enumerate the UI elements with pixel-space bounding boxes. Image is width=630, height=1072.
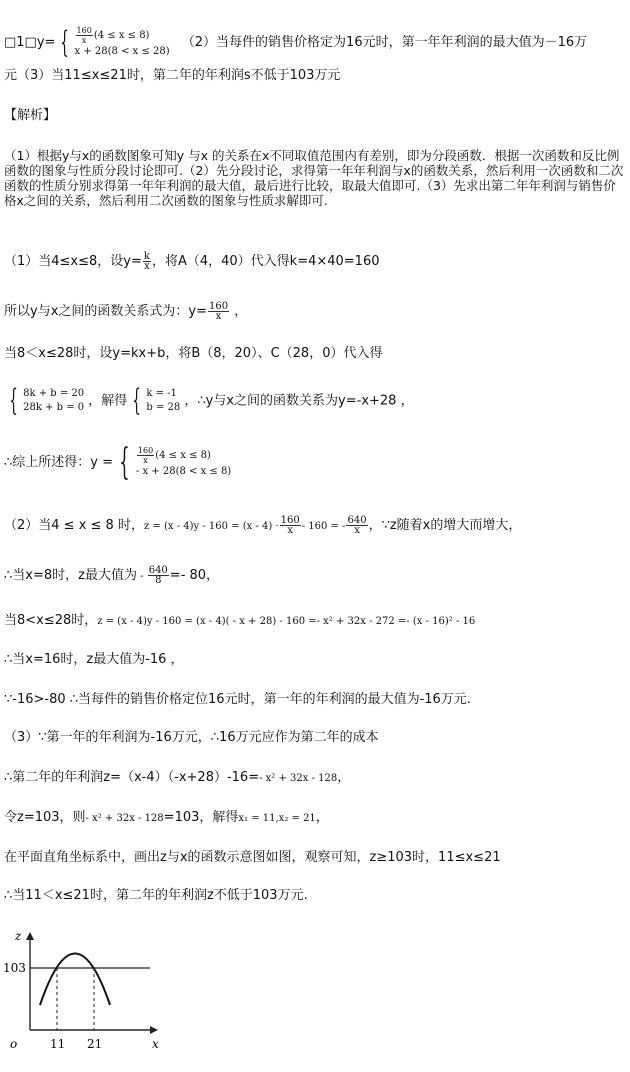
s1-c2: - x + 28(8 < x ≤ 8) bbox=[135, 466, 232, 477]
s1-l5a: ∴综上所述得：y = bbox=[4, 455, 113, 470]
s1-c1-den: x bbox=[143, 456, 148, 465]
s1-c1-num: 160 bbox=[137, 446, 154, 455]
s1-summary-cases bbox=[136, 446, 231, 479]
s3-line-5: ∴当11＜x≤21时，第二年的年利润z不低于103万元. bbox=[4, 888, 308, 903]
s3-line-3 bbox=[4, 810, 329, 827]
s3-l2b: ， bbox=[337, 770, 351, 785]
answer-case1-cond: (4 ≤ x ≤ 8) bbox=[93, 30, 150, 41]
s1-l1-num: k bbox=[143, 251, 150, 262]
parabola-graph bbox=[0, 930, 170, 1065]
s1-system-1 bbox=[23, 387, 84, 415]
s3-line-2 bbox=[4, 770, 350, 787]
s3-l2a: ∴第二年的年利润z=（x-4）（-x+28）-16= bbox=[4, 770, 260, 785]
s2-l2b: =- 80， bbox=[169, 568, 220, 583]
s2-line-3 bbox=[4, 613, 475, 630]
x-axis-arrow bbox=[150, 1026, 158, 1034]
y-axis-arrow bbox=[26, 932, 34, 940]
s3-l3b: =103，解得 bbox=[163, 810, 239, 825]
s2-l1a: （2）当4 ≤ x ≤ 8 时， bbox=[4, 518, 144, 533]
s1-line-5 bbox=[4, 441, 232, 483]
s3-l3m: - x² + 32x - 128 bbox=[85, 813, 164, 824]
parabola-curve bbox=[40, 954, 110, 1006]
s3-line-1: （3）∵第一年的年利润为-16万元，∴16万元应作为第二年的成本 bbox=[4, 730, 379, 745]
answer-part3: 元（3）当11≤x≤21时，第二年的年利润s不低于103万元 bbox=[4, 68, 341, 83]
s2-l3m: z = (x - 4)y - 160 = (x - 4)( - x + 28) - 160 =- x² + 32x - 272 =- (x - 16)² - 16 bbox=[97, 616, 476, 627]
answer-case2: x + 28(8 < x ≤ 28) bbox=[74, 46, 170, 57]
s1-l1a: （1）当4≤x≤8，设y= bbox=[4, 254, 142, 269]
s1-sys1-brace: { bbox=[9, 383, 18, 418]
s1-sys1a: 8k + b = 20 bbox=[23, 388, 85, 399]
s1-line-3: 当8＜x≤28时，设y=kx+b，将B（8，20）、C（28，0）代入得 bbox=[4, 346, 383, 361]
answer-cases bbox=[75, 26, 170, 59]
answer-case1-num: 160 bbox=[76, 26, 92, 35]
s2-l2-num: 640 bbox=[148, 565, 168, 576]
s2-line-2: ∴当x=8时，z最大值为 - $\frac{640}{8}$ =- 80， bbox=[4, 565, 220, 586]
s2-l1-den: x bbox=[287, 525, 293, 536]
s1-l2-den: x bbox=[215, 311, 222, 322]
x-axis-label: x bbox=[152, 1037, 159, 1051]
s1-l1b: ，将A（4，40）代入得k=4×40=160 bbox=[151, 254, 380, 269]
s1-line-1 bbox=[4, 252, 380, 271]
answer-line-1 bbox=[4, 26, 587, 59]
s1-line-2 bbox=[4, 302, 247, 321]
s1-l2-num: 160 bbox=[208, 301, 229, 312]
s1-l4b: ，∴y与x之间的函数关系为y=-x+28 ， bbox=[184, 393, 414, 409]
s2-l1m: z = (x - 4)y - 160 = (x - 4) · bbox=[143, 521, 279, 532]
y-axis-label: z bbox=[15, 930, 22, 943]
answer-part2: （2）当每件的销售价格定为16元时，第一年年利润的最大值为－16万 bbox=[181, 35, 588, 50]
s2-l1b: ，∵z随着x的增大而增大， bbox=[368, 518, 522, 533]
s1-system-2 bbox=[146, 387, 180, 415]
s3-l3c: ， bbox=[315, 810, 329, 825]
answer-case1-den: x bbox=[81, 36, 87, 45]
s2-l1m2: - 160 = - bbox=[301, 521, 346, 532]
answer-prefix: □1□y= bbox=[4, 35, 56, 50]
s2-l3a: 当8<x≤28时， bbox=[4, 613, 98, 628]
s2-line-4: ∴当x=16时，z最大值为-16 ， bbox=[4, 652, 184, 667]
s2-l1-num: 160 bbox=[280, 515, 300, 526]
level-label-103: 103 bbox=[3, 961, 26, 975]
jiexi-label: 【解析】 bbox=[4, 108, 57, 123]
s1-line-4 bbox=[4, 383, 414, 418]
s3-l3m2: x₁ = 11,x₂ = 21 bbox=[238, 813, 316, 824]
s1-sys2a: k = -1 bbox=[146, 388, 177, 399]
answer-brace: { bbox=[60, 24, 70, 60]
s3-l3a: 令z=103，则 bbox=[4, 810, 86, 825]
s1-summary-brace: { bbox=[119, 441, 130, 483]
s1-sys2-brace: { bbox=[132, 383, 142, 418]
s1-l1-den: x bbox=[144, 261, 150, 272]
s1-c1-cond: (4 ≤ x ≤ 8) bbox=[155, 450, 211, 461]
s3-l2m: - x² + 32x - 128 bbox=[259, 773, 338, 784]
s1-l4a: ，解得 bbox=[88, 393, 128, 409]
origin-label: o bbox=[10, 1037, 18, 1051]
s1-sys1b: 28k + b = 0 bbox=[23, 402, 85, 413]
s1-l2a: 所以y与x之间的函数关系式为：y= bbox=[4, 304, 207, 319]
s2-l2a: ∴当x=8时，z最大值为 bbox=[4, 568, 137, 583]
s2-line-5: ∵-16>-80 ∴当每件的销售价格定位16元时，第一年的年利润的最大值为-16万元. bbox=[4, 692, 471, 707]
x1-label: 11 bbox=[50, 1037, 66, 1051]
x2-label: 21 bbox=[87, 1037, 103, 1051]
s1-l2b: ， bbox=[230, 304, 248, 319]
s2-l1-den2: x bbox=[354, 525, 360, 536]
analysis-paragraph: （1）根据y与x的函数图象可知y 与x 的关系在x不同取值范围内有差别，即为分段函数．根据一次函数和反比例函数的图象与性质分段讨论即可.（2）先分段讨论，求得第一年年利润与x的函数关系，然后利用一次函数和二次函数的性质分别求得第一年年利润的最大值，最后进行比较，取最大值即可.（3）先求出第二年年利润与销售价格x之间的关系，然后利用二次函数的图象与性质求解即可. bbox=[4, 148, 624, 208]
s2-l1-num2: 640 bbox=[347, 515, 367, 526]
s2-line-1 bbox=[4, 516, 521, 535]
s1-sys2b: b = 28 bbox=[146, 402, 181, 413]
s2-l2-den: 8 bbox=[155, 575, 162, 586]
s3-line-4: 在平面直角坐标系中，画出z与x的函数示意图如图，观察可知，z≥103时，11≤x≤21 bbox=[4, 850, 501, 865]
